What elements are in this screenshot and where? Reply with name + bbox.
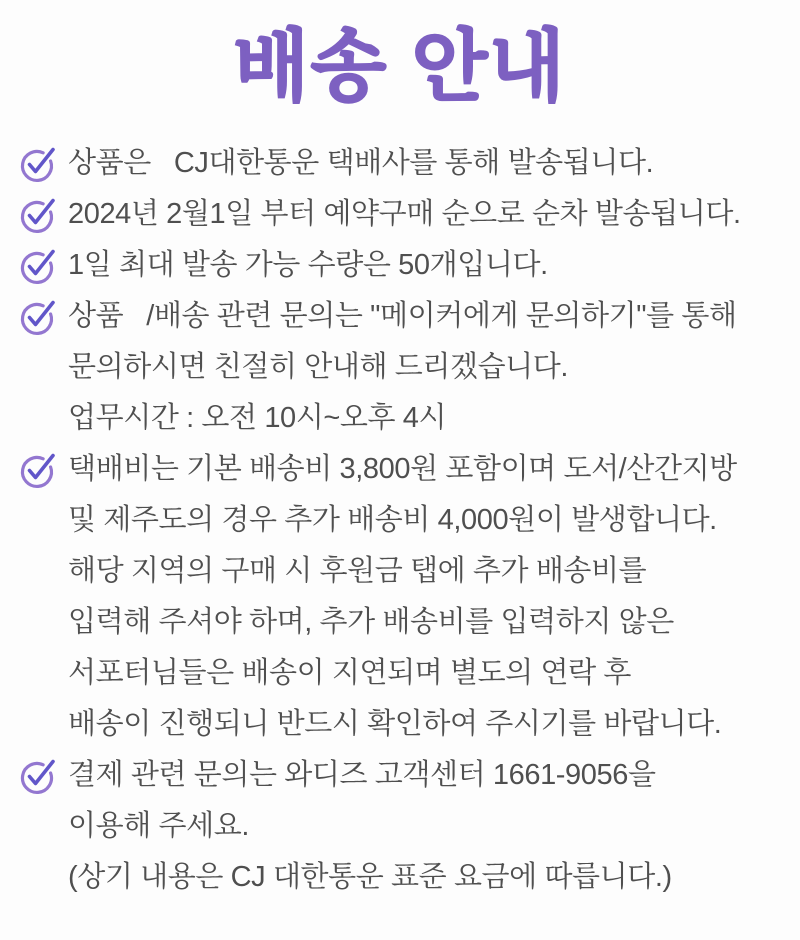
notice-item: [18, 240, 790, 291]
check-circle-icon: [18, 138, 68, 184]
page-title: 배송 안내: [233, 22, 567, 110]
check-circle-icon: [18, 240, 68, 286]
check-circle-icon: [18, 291, 68, 337]
notice-line: 해당 지역의 구매 시 후원금 탭에 추가 배송비를: [68, 555, 647, 587]
notice-item: [18, 189, 790, 240]
notice-item: [18, 138, 790, 189]
notice-line: 택배비는 기본 배송비 3,800원 포함이며 도서/산간지방: [68, 453, 737, 485]
notice-item: [18, 291, 790, 444]
notice-line: 2024년 2월1일 부터 예약구매 순으로 순차 발송됩니다.: [68, 198, 741, 230]
notice-line: 업무시간 : 오전 10시~오후 4시: [68, 402, 447, 434]
notice-text: [68, 291, 790, 444]
notice-line: 결제 관련 문의는 와디즈 고객센터 1661-9056을: [68, 759, 656, 791]
notice-line: 서포터님들은 배송이 지연되며 별도의 연락 후: [68, 657, 631, 689]
notice-line: 이용해 주세요.: [68, 810, 249, 842]
notice-text: [68, 189, 790, 240]
check-circle-icon: [18, 189, 68, 235]
notice-line: 입력해 주셔야 하며, 추가 배송비를 입력하지 않은: [68, 606, 674, 638]
notice-item: [18, 750, 790, 903]
notice-text: [68, 444, 790, 750]
notice-line: 상품은 CJ대한통운 택배사를 통해 발송됩니다.: [68, 147, 654, 179]
notice-text: [68, 240, 790, 291]
notice-line: 문의하시면 친절히 안내해 드리겠습니다.: [68, 351, 569, 383]
notice-text: [68, 750, 790, 903]
notice-text: [68, 138, 790, 189]
title-section: [0, 0, 800, 138]
notice-line: 1일 최대 발송 가능 수량은 50개입니다.: [68, 249, 548, 281]
notice-line: 배송이 진행되니 반드시 확인하여 주시기를 바랍니다.: [68, 708, 722, 740]
check-circle-icon: [18, 750, 68, 796]
notice-line: 상품 /배송 관련 문의는 "메이커에게 문의하기"를 통해: [68, 300, 737, 332]
check-circle-icon: [18, 444, 68, 490]
notice-item: [18, 444, 790, 750]
notice-list: [0, 138, 800, 903]
notice-line: (상기 내용은 CJ 대한통운 표준 요금에 따릅니다.): [68, 861, 672, 893]
notice-line: 및 제주도의 경우 추가 배송비 4,000원이 발생합니다.: [68, 504, 717, 536]
